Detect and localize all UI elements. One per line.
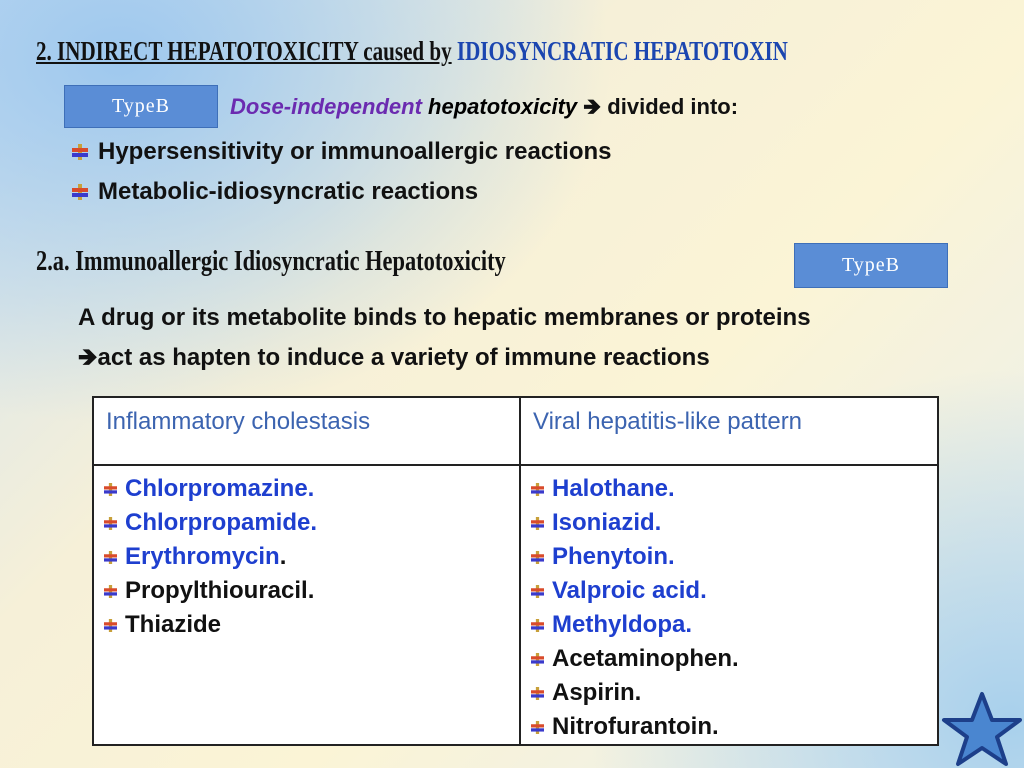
heading1-blue: IDIOSYNCRATIC HEPATOTOXIN	[456, 36, 788, 66]
dose-independent-text: Dose-independent	[230, 94, 422, 119]
header-viral-hepatitis: Viral hepatitis-like pattern	[520, 397, 938, 465]
bullet-icon	[104, 517, 117, 530]
heading-indirect-hepatotoxicity	[36, 36, 788, 67]
table-row	[93, 465, 938, 745]
heading1-underlined: 2. INDIRECT HEPATOTOXICITY caused by	[36, 36, 452, 66]
drug-name: Valproic acid.	[552, 577, 707, 604]
drug-name: Aspirin.	[552, 679, 642, 706]
drug-name: Thiazide	[125, 611, 222, 638]
bullet-text: Hypersensitivity or immunoallergic reactions	[98, 138, 612, 165]
bullet-icon	[531, 517, 544, 530]
drug-list-item	[531, 608, 929, 642]
bullet-icon	[72, 144, 88, 160]
hepatotoxicity-text: hepatotoxicity	[428, 94, 578, 119]
paragraph-line-2: 🡺act as hapten to induce a variety of immune reactions	[78, 344, 710, 371]
drug-name: Methyldopa.	[552, 611, 693, 638]
drug-name-suffix: .	[279, 543, 287, 570]
drug-list-item	[104, 608, 511, 642]
typeb-badge: TypeB	[64, 85, 218, 128]
heading-immunoallergic: 2.a. Immunoallergic Idiosyncratic Hepatotoxicity	[36, 246, 506, 277]
drug-name: Propylthiouracil.	[125, 577, 315, 604]
drug-name: Erythromycin	[125, 543, 280, 570]
drug-list-item	[531, 472, 929, 506]
cholestasis-drug-list	[93, 465, 520, 745]
drug-list-item	[104, 574, 511, 608]
drug-name: Chlorpropamide.	[125, 509, 318, 536]
bullet-icon	[531, 551, 544, 564]
bullet-icon	[104, 619, 117, 632]
table-header-row	[93, 397, 938, 465]
bullet-icon	[531, 483, 544, 496]
drug-list-item	[531, 540, 929, 574]
hepatitis-drug-list	[520, 465, 938, 745]
bullet-icon	[531, 585, 544, 598]
dose-independent-line	[230, 90, 738, 128]
bullet-icon	[531, 687, 544, 700]
bullet-icon	[104, 585, 117, 598]
drug-name: Chlorpromazine.	[125, 475, 315, 502]
bullet-icon	[531, 619, 544, 632]
hapten-paragraph	[78, 298, 811, 378]
drug-list-item	[531, 710, 929, 744]
divided-into-text: divided into:	[607, 94, 739, 119]
arrow-right-icon: 🡺	[583, 94, 602, 119]
drug-list-item	[104, 506, 511, 540]
drug-name: Phenytoin.	[552, 543, 675, 570]
drug-name: Halothane.	[552, 475, 675, 502]
arrow-right-icon: 🡺	[78, 344, 98, 371]
paragraph-line-1: A drug or its metabolite binds to hepatic membranes or proteins	[78, 304, 811, 331]
list-item	[72, 178, 478, 206]
drug-list-item	[104, 540, 511, 574]
typeb-badge: TypeB	[794, 243, 948, 288]
drug-name: Isoniazid.	[552, 509, 662, 536]
bullet-icon	[531, 653, 544, 666]
drug-list-item	[531, 676, 929, 710]
drug-list-item	[531, 506, 929, 540]
drug-pattern-table	[92, 396, 939, 746]
star-icon[interactable]	[940, 690, 1024, 768]
bullet-icon	[531, 721, 544, 734]
list-item	[72, 138, 612, 166]
bullet-icon	[104, 483, 117, 496]
drug-list-item	[531, 574, 929, 608]
bullet-text: Metabolic-idiosyncratic reactions	[98, 178, 479, 205]
drug-name: Acetaminophen.	[552, 645, 739, 672]
drug-name: Nitrofurantoin.	[552, 713, 719, 740]
drug-list-item	[104, 472, 511, 506]
header-inflammatory-cholestasis: Inflammatory cholestasis	[93, 397, 520, 465]
bullet-icon	[72, 184, 88, 200]
bullet-icon	[104, 551, 117, 564]
drug-list-item	[531, 642, 929, 676]
